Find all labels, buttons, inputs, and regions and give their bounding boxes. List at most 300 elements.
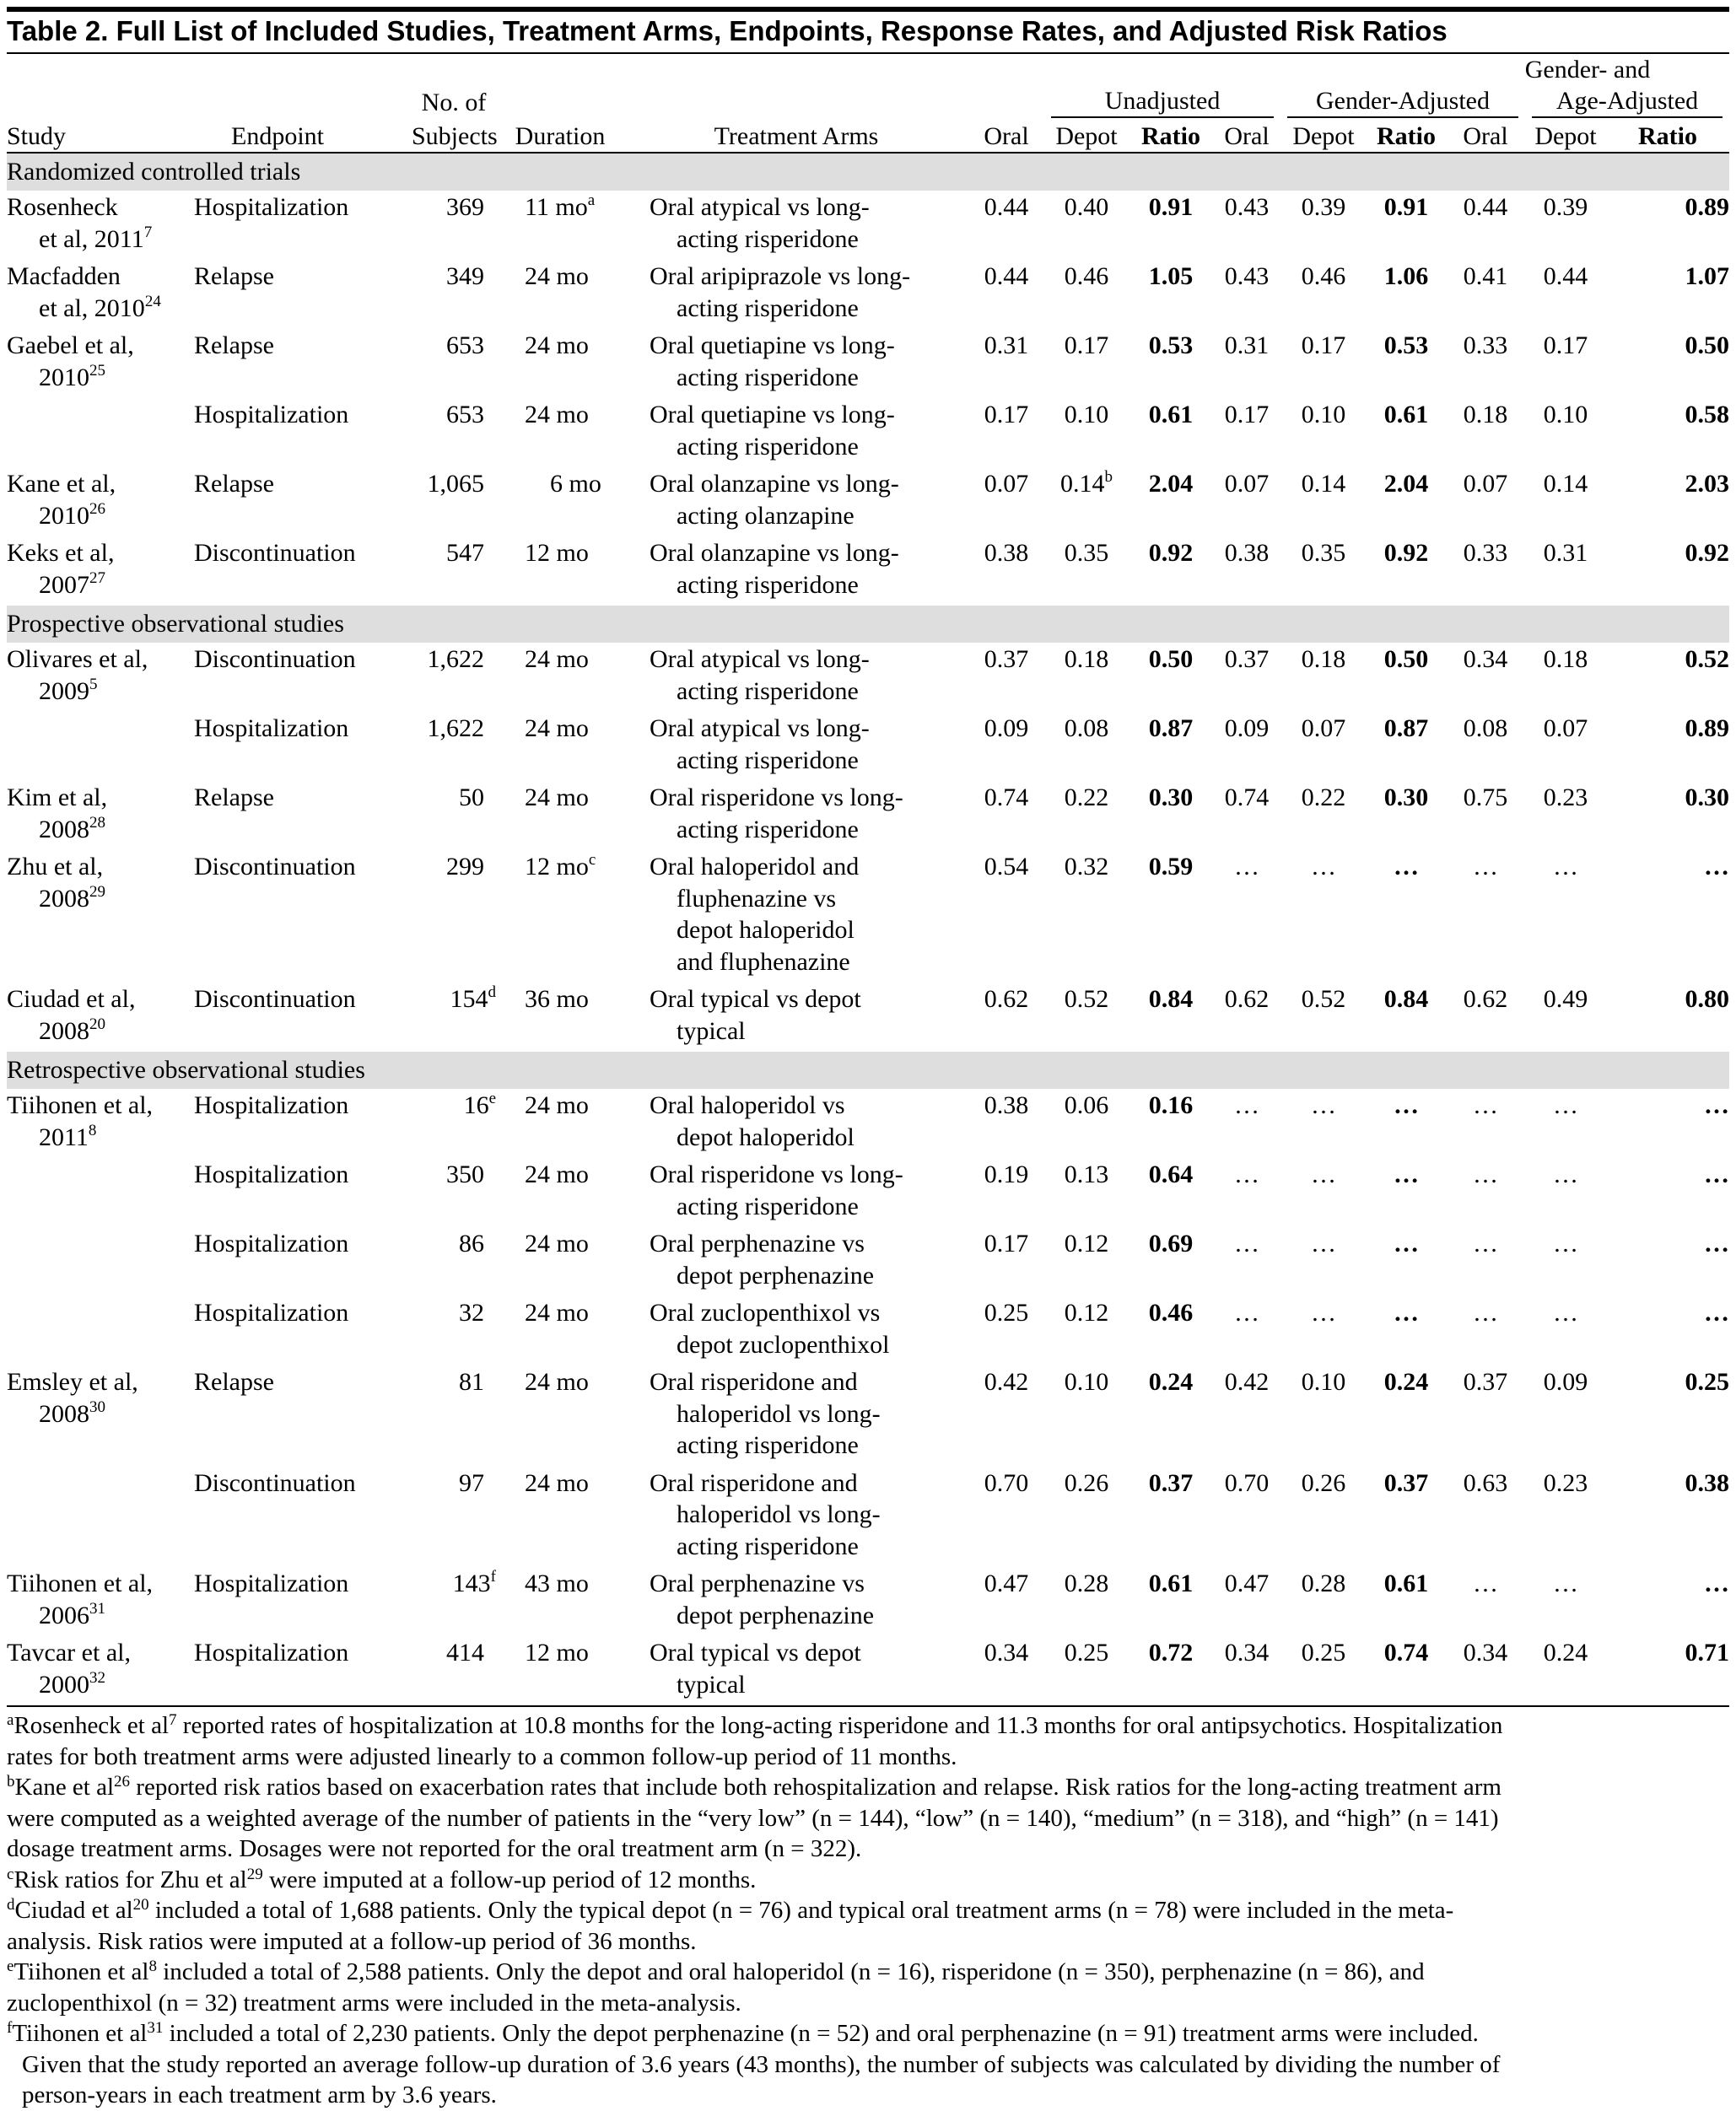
g-depot-cell bbox=[1280, 467, 1367, 536]
duration: 6 mo bbox=[550, 470, 601, 498]
treatment-arm-line: Oral typical vs depot bbox=[650, 1639, 861, 1667]
table-title: Table 2. Full List of Included Studies, Treatment Arms, Endpoints, Response Rates, and Adjusted Risk Ratios bbox=[7, 15, 1448, 46]
section-row bbox=[7, 606, 1729, 643]
header-group-gender-age-adjusted bbox=[1525, 85, 1729, 118]
treatment-arm-line: Oral atypical vs long- bbox=[650, 645, 870, 673]
u-oral-value: 0.74 bbox=[984, 784, 1029, 811]
ga-ratio-value: 0.25 bbox=[1685, 1368, 1729, 1396]
g-oral-cell bbox=[1213, 712, 1280, 781]
g-oral-cell bbox=[1213, 643, 1280, 712]
treatment-arm-line: haloperidol vs long- bbox=[677, 1500, 881, 1528]
subjects: 32 bbox=[459, 1299, 484, 1327]
table-row bbox=[7, 712, 1729, 781]
g-depot-cell bbox=[1280, 1158, 1367, 1227]
footnote-mark: e bbox=[7, 1958, 14, 1975]
treatment-arm-line: depot haloperidol bbox=[677, 1123, 855, 1151]
ga-depot-value: … bbox=[1553, 1570, 1578, 1597]
study-reference: 27 bbox=[89, 568, 105, 587]
treatment-arm-line: Oral risperidone vs long- bbox=[650, 784, 903, 811]
ga-ratio-value: 0.38 bbox=[1685, 1468, 1729, 1497]
g-ratio-value: 0.87 bbox=[1383, 714, 1429, 742]
treatment-arm-line: acting risperidone bbox=[677, 293, 859, 322]
subjects: 299 bbox=[446, 853, 484, 880]
ga-oral-value: 0.08 bbox=[1463, 714, 1508, 742]
u-depot-cell bbox=[1044, 1227, 1129, 1296]
bottom-rule bbox=[7, 1705, 1729, 1706]
study-name: Gaebel et al, bbox=[7, 331, 134, 359]
g-oral-value: 0.74 bbox=[1224, 784, 1270, 811]
ga-oral-value: … bbox=[1473, 853, 1498, 880]
ga-ratio-cell bbox=[1606, 1089, 1729, 1158]
header-treatment-arms: Treatment Arms bbox=[714, 121, 879, 150]
g-oral-cell bbox=[1213, 191, 1280, 260]
g-depot-cell bbox=[1280, 1296, 1367, 1365]
ga-ratio-cell bbox=[1606, 260, 1729, 329]
ga-ratio-value: 0.89 bbox=[1685, 714, 1729, 742]
u-oral-cell bbox=[968, 191, 1044, 260]
u-oral-value: 0.47 bbox=[984, 1570, 1029, 1597]
treatment-arm-line: Oral olanzapine vs long- bbox=[650, 539, 899, 567]
ga-depot-value: 0.49 bbox=[1543, 985, 1588, 1013]
endpoint-cell bbox=[194, 191, 412, 260]
duration: 24 mo bbox=[525, 784, 589, 811]
subjects: 97 bbox=[459, 1468, 484, 1497]
u-depot-value: 0.10 bbox=[1064, 401, 1109, 428]
u-depot-cell bbox=[1044, 1365, 1129, 1467]
u-ratio-cell bbox=[1129, 398, 1213, 467]
u-oral-cell bbox=[968, 712, 1044, 781]
ga-depot-cell bbox=[1525, 191, 1606, 260]
duration-cell bbox=[496, 643, 624, 712]
treatment-arms-cell bbox=[624, 329, 968, 398]
duration-cell bbox=[496, 983, 624, 1052]
endpoint-cell bbox=[194, 781, 412, 850]
header-g-depot: Depot bbox=[1292, 121, 1355, 150]
g-depot-cell bbox=[1280, 712, 1367, 781]
ga-ratio-value: 0.71 bbox=[1685, 1639, 1729, 1667]
duration: 24 mo bbox=[525, 1161, 589, 1188]
footnote-reference: 7 bbox=[169, 1711, 177, 1729]
study-year-line bbox=[7, 1015, 194, 1047]
u-ratio-value: 0.69 bbox=[1148, 1230, 1194, 1257]
g-ratio-value: 1.06 bbox=[1383, 262, 1429, 290]
footnote-mark: f bbox=[7, 2019, 13, 2037]
study-year-line bbox=[7, 223, 194, 256]
u-oral-value: 0.54 bbox=[984, 853, 1029, 880]
subjects-cell bbox=[412, 1158, 496, 1227]
duration-cell bbox=[496, 260, 624, 329]
u-oral-value: 0.62 bbox=[984, 985, 1029, 1013]
u-depot-cell bbox=[1044, 643, 1129, 712]
duration: 24 mo bbox=[525, 1368, 589, 1396]
g-ratio-cell bbox=[1367, 1089, 1446, 1158]
study-reference: 5 bbox=[89, 675, 98, 693]
endpoint: Discontinuation bbox=[194, 645, 356, 673]
g-ratio-value: … bbox=[1394, 1091, 1419, 1119]
g-ratio-cell bbox=[1367, 1365, 1446, 1467]
duration-cell bbox=[496, 1467, 624, 1568]
ga-ratio-value: 0.92 bbox=[1685, 539, 1729, 567]
ga-ratio-value: … bbox=[1704, 1570, 1729, 1597]
treatment-arm-line: acting risperidone bbox=[677, 1532, 859, 1560]
duration: 43 mo bbox=[525, 1570, 589, 1597]
treatment-arm-line: Oral atypical vs long- bbox=[650, 193, 870, 221]
treatment-arms-cell bbox=[624, 712, 968, 781]
study-reference: 32 bbox=[89, 1668, 105, 1687]
g-ratio-cell bbox=[1367, 1227, 1446, 1296]
subjects: 369 bbox=[446, 193, 484, 221]
treatment-arm-line: depot haloperidol bbox=[677, 916, 855, 944]
ga-oral-cell bbox=[1446, 983, 1525, 1052]
duration-cell bbox=[496, 712, 624, 781]
duration: 24 mo bbox=[525, 1230, 589, 1257]
u-oral-cell bbox=[968, 260, 1044, 329]
duration-cell bbox=[496, 398, 624, 467]
u-ratio-cell bbox=[1129, 1365, 1213, 1467]
subjects-cell bbox=[412, 781, 496, 850]
study-reference: 30 bbox=[89, 1397, 105, 1416]
ga-oral-cell bbox=[1446, 1227, 1525, 1296]
footnote-line: rates for both treatment arms were adjusted linearly to a common follow-up period of 11 months. bbox=[7, 1742, 957, 1770]
g-depot-value: … bbox=[1311, 1230, 1336, 1257]
u-depot-value: 0.17 bbox=[1064, 331, 1109, 359]
studies-table bbox=[7, 54, 1729, 1707]
study-year: 2011 bbox=[39, 1123, 89, 1151]
ga-ratio-value: … bbox=[1704, 1161, 1729, 1188]
u-oral-cell bbox=[968, 536, 1044, 606]
u-ratio-value: 0.87 bbox=[1148, 714, 1194, 742]
u-ratio-cell bbox=[1129, 712, 1213, 781]
study-year-line bbox=[7, 293, 194, 325]
study-year-line bbox=[7, 676, 194, 708]
u-ratio-cell bbox=[1129, 1636, 1213, 1705]
study-name: Macfadden bbox=[7, 262, 121, 290]
g-ratio-value: 0.84 bbox=[1383, 985, 1429, 1013]
treatment-arms-cell bbox=[624, 1567, 968, 1636]
ga-ratio-cell bbox=[1606, 712, 1729, 781]
g-depot-cell bbox=[1280, 781, 1367, 850]
u-ratio-cell bbox=[1129, 1227, 1213, 1296]
table-row bbox=[7, 260, 1729, 329]
duration-cell bbox=[496, 1636, 624, 1705]
endpoint: Hospitalization bbox=[194, 1570, 349, 1597]
footnote-line: included a total of 2,588 patients. Only the depot and oral haloperidol (n = 16), risperidone (n = 350), perphenazine (n = 86), and bbox=[156, 1958, 1425, 1985]
g-ratio-value: 0.92 bbox=[1383, 539, 1429, 567]
ga-ratio-cell bbox=[1606, 1296, 1729, 1365]
ga-ratio-value: 0.80 bbox=[1685, 985, 1729, 1013]
section-row bbox=[7, 1052, 1729, 1089]
study-year: 2010 bbox=[39, 363, 89, 391]
subjects-cell bbox=[412, 398, 496, 467]
g-oral-value: … bbox=[1234, 1299, 1259, 1327]
duration: 24 mo bbox=[525, 1299, 589, 1327]
u-oral-cell bbox=[968, 329, 1044, 398]
ga-oral-value: … bbox=[1473, 1299, 1498, 1327]
footnote-line: reported risk ratios based on exacerbation rates that include both rehospitalization and relapse. Risk ratios for the long-acting treatment arm bbox=[130, 1774, 1501, 1801]
g-oral-value: 0.42 bbox=[1224, 1368, 1270, 1396]
g-ratio-cell bbox=[1367, 983, 1446, 1052]
header-subjects-line2: Subjects bbox=[412, 121, 498, 150]
footnote-mark: b bbox=[7, 1773, 15, 1791]
u-oral-value: 0.38 bbox=[984, 1091, 1029, 1119]
u-ratio-value: 0.72 bbox=[1148, 1639, 1194, 1667]
u-ratio-value: 0.92 bbox=[1148, 539, 1194, 567]
header-subjects-line1: No. of bbox=[421, 88, 487, 116]
endpoint: Hospitalization bbox=[194, 193, 349, 221]
g-oral-cell bbox=[1213, 467, 1280, 536]
ga-depot-cell bbox=[1525, 1296, 1606, 1365]
footnote-lead: Rosenheck et al bbox=[13, 1712, 170, 1739]
study-name: Ciudad et al, bbox=[7, 985, 136, 1013]
duration: 24 mo bbox=[525, 401, 589, 428]
u-depot-cell bbox=[1044, 781, 1129, 850]
treatment-arms-cell bbox=[624, 781, 968, 850]
subjects-cell bbox=[412, 329, 496, 398]
study-reference: 7 bbox=[143, 223, 153, 241]
u-ratio-value: 0.91 bbox=[1148, 193, 1194, 221]
ga-depot-value: … bbox=[1553, 1161, 1578, 1188]
footnote-reference: 20 bbox=[132, 1896, 149, 1914]
endpoint: Hospitalization bbox=[194, 401, 349, 428]
ga-oral-value: 0.07 bbox=[1463, 470, 1508, 498]
ga-depot-value: 0.18 bbox=[1543, 645, 1588, 673]
u-oral-cell bbox=[968, 1158, 1044, 1227]
g-ratio-value: 0.74 bbox=[1383, 1639, 1429, 1667]
treatment-arm-line: acting risperidone bbox=[677, 676, 859, 705]
g-depot-value: … bbox=[1311, 853, 1336, 880]
ga-ratio-value: … bbox=[1704, 1230, 1729, 1257]
g-depot-value: 0.26 bbox=[1301, 1468, 1346, 1497]
treatment-arm-line: Oral perphenazine vs bbox=[650, 1230, 865, 1257]
u-ratio-value: 0.59 bbox=[1148, 853, 1194, 880]
g-depot-value: 0.39 bbox=[1301, 193, 1346, 221]
subjects: 1,622 bbox=[427, 714, 484, 742]
u-oral-value: 0.44 bbox=[984, 193, 1029, 221]
study-cell bbox=[7, 850, 194, 983]
u-ratio-value: 0.84 bbox=[1148, 985, 1194, 1013]
footnote-mark: c bbox=[7, 1865, 14, 1883]
treatment-arm-line: acting risperidone bbox=[677, 570, 859, 599]
endpoint-cell bbox=[194, 1089, 412, 1158]
u-ratio-cell bbox=[1129, 850, 1213, 983]
g-oral-cell bbox=[1213, 1089, 1280, 1158]
header-g-oral: Oral bbox=[1224, 121, 1270, 150]
u-ratio-value: 0.61 bbox=[1148, 401, 1194, 428]
treatment-arms-cell bbox=[624, 850, 968, 983]
ga-depot-value: … bbox=[1553, 853, 1578, 880]
footnote-mark: d bbox=[7, 1896, 15, 1914]
u-ratio-value: 0.24 bbox=[1148, 1368, 1194, 1396]
subjects: 50 bbox=[459, 784, 484, 811]
g-oral-value: 0.37 bbox=[1224, 645, 1270, 673]
u-ratio-value: 0.50 bbox=[1148, 645, 1194, 673]
endpoint-cell bbox=[194, 260, 412, 329]
subjects-cell bbox=[412, 467, 496, 536]
treatment-arms-cell bbox=[624, 1296, 968, 1365]
u-ratio-cell bbox=[1129, 643, 1213, 712]
ga-oral-cell bbox=[1446, 260, 1525, 329]
study-year: 2010 bbox=[39, 501, 89, 530]
study-cell bbox=[7, 1296, 194, 1365]
g-oral-value: 0.43 bbox=[1224, 262, 1270, 290]
g-oral-cell bbox=[1213, 329, 1280, 398]
subjects: 1,065 bbox=[427, 470, 484, 498]
subjects-cell bbox=[412, 536, 496, 606]
ga-ratio-value: 0.89 bbox=[1685, 193, 1729, 221]
u-ratio-value: 0.53 bbox=[1148, 331, 1194, 359]
study-year: 2007 bbox=[39, 570, 89, 599]
g-ratio-value: 0.91 bbox=[1383, 193, 1429, 221]
g-oral-value: 0.47 bbox=[1224, 1570, 1270, 1597]
u-oral-cell bbox=[968, 1227, 1044, 1296]
g-oral-cell bbox=[1213, 260, 1280, 329]
endpoint-cell bbox=[194, 1296, 412, 1365]
ga-ratio-value: … bbox=[1704, 1091, 1729, 1119]
g-ratio-value: … bbox=[1394, 853, 1419, 880]
u-depot-cell bbox=[1044, 467, 1129, 536]
g-oral-value: 0.17 bbox=[1224, 401, 1270, 428]
g-ratio-cell bbox=[1367, 191, 1446, 260]
ga-depot-value: 0.10 bbox=[1543, 401, 1588, 428]
g-ratio-value: … bbox=[1394, 1230, 1419, 1257]
endpoint: Hospitalization bbox=[194, 1299, 349, 1327]
duration: 24 mo bbox=[525, 1468, 589, 1497]
endpoint: Relapse bbox=[194, 1368, 274, 1396]
study-cell bbox=[7, 398, 194, 467]
u-depot-cell bbox=[1044, 191, 1129, 260]
endpoint: Hospitalization bbox=[194, 714, 349, 742]
treatment-arm-line: Oral aripiprazole vs long- bbox=[650, 262, 911, 290]
ga-oral-cell bbox=[1446, 398, 1525, 467]
g-oral-cell bbox=[1213, 1158, 1280, 1227]
duration: 12 mo bbox=[525, 539, 589, 567]
study-reference: 26 bbox=[89, 499, 105, 518]
u-oral-cell bbox=[968, 850, 1044, 983]
header-group-gender-adjusted bbox=[1280, 85, 1525, 118]
ga-depot-cell bbox=[1525, 260, 1606, 329]
study-cell bbox=[7, 643, 194, 712]
footnote-line: dosage treatment arms. Dosages were not reported for the oral treatment arm (n = 322). bbox=[7, 1835, 862, 1862]
u-depot-cell bbox=[1044, 1296, 1129, 1365]
g-depot-value: 0.07 bbox=[1301, 714, 1346, 742]
u-depot-cell bbox=[1044, 983, 1129, 1052]
treatment-arm-line: acting risperidone bbox=[677, 1431, 859, 1459]
duration: 24 mo bbox=[525, 331, 589, 359]
header-g-ratio: Ratio bbox=[1377, 121, 1436, 150]
header-group-gender-adjusted-label: Gender-Adjusted bbox=[1287, 85, 1518, 118]
header-duration: Duration bbox=[515, 121, 606, 150]
study-cell bbox=[7, 191, 194, 260]
footnote-line: analysis. Risk ratios were imputed at a follow-up period of 36 months. bbox=[7, 1927, 697, 1955]
ga-depot-value: 0.31 bbox=[1543, 539, 1588, 567]
footnote-lead: Ciudad et al bbox=[14, 1897, 133, 1924]
treatment-arms-cell bbox=[624, 536, 968, 606]
subjects: 154 bbox=[450, 985, 488, 1013]
study-name: Zhu et al, bbox=[7, 853, 104, 880]
ga-oral-cell bbox=[1446, 1567, 1525, 1636]
u-ratio-cell bbox=[1129, 1089, 1213, 1158]
table-row bbox=[7, 1158, 1729, 1227]
subjects: 653 bbox=[446, 331, 484, 359]
g-depot-value: 0.22 bbox=[1301, 784, 1346, 811]
header-ga-ratio: Ratio bbox=[1638, 121, 1697, 150]
g-ratio-cell bbox=[1367, 398, 1446, 467]
treatment-arms-cell bbox=[624, 1089, 968, 1158]
g-oral-cell bbox=[1213, 1227, 1280, 1296]
g-ratio-cell bbox=[1367, 1158, 1446, 1227]
ga-oral-cell bbox=[1446, 781, 1525, 850]
treatment-arm-line: acting risperidone bbox=[677, 1192, 859, 1220]
g-ratio-value: 0.61 bbox=[1383, 1570, 1429, 1597]
endpoint: Hospitalization bbox=[194, 1639, 349, 1667]
u-depot-cell bbox=[1044, 1636, 1129, 1705]
ga-depot-value: 0.14 bbox=[1543, 470, 1588, 498]
ga-depot-cell bbox=[1525, 398, 1606, 467]
treatment-arm-line: typical bbox=[677, 1670, 746, 1699]
u-ratio-cell bbox=[1129, 1158, 1213, 1227]
ga-ratio-cell bbox=[1606, 536, 1729, 606]
u-depot-value: 0.13 bbox=[1064, 1161, 1109, 1188]
duration: 12 mo bbox=[525, 1639, 589, 1667]
ga-ratio-cell bbox=[1606, 643, 1729, 712]
ga-ratio-cell bbox=[1606, 1365, 1729, 1467]
u-oral-cell bbox=[968, 398, 1044, 467]
footnote bbox=[7, 1772, 1729, 1865]
g-ratio-value: 0.53 bbox=[1383, 331, 1429, 359]
table-row bbox=[7, 1296, 1729, 1365]
u-ratio-cell bbox=[1129, 983, 1213, 1052]
g-depot-value: … bbox=[1311, 1299, 1336, 1327]
ga-depot-cell bbox=[1525, 850, 1606, 983]
treatment-arms-cell bbox=[624, 398, 968, 467]
subjects-cell bbox=[412, 712, 496, 781]
duration: 24 mo bbox=[525, 1091, 589, 1119]
ga-ratio-cell bbox=[1606, 1467, 1729, 1568]
treatment-arm-line: Oral quetiapine vs long- bbox=[650, 401, 895, 428]
ga-ratio-cell bbox=[1606, 329, 1729, 398]
g-depot-cell bbox=[1280, 191, 1367, 260]
ga-oral-cell bbox=[1446, 850, 1525, 983]
table-row bbox=[7, 191, 1729, 260]
g-oral-value: 0.62 bbox=[1224, 985, 1270, 1013]
g-depot-cell bbox=[1280, 398, 1367, 467]
duration-footnote-mark: a bbox=[587, 191, 596, 209]
study-cell bbox=[7, 1567, 194, 1636]
subjects: 349 bbox=[446, 262, 484, 290]
subjects: 86 bbox=[459, 1230, 484, 1257]
endpoint-cell bbox=[194, 712, 412, 781]
treatment-arm-line: depot perphenazine bbox=[677, 1261, 875, 1290]
study-year: 2008 bbox=[39, 1399, 89, 1428]
table-page bbox=[7, 7, 1729, 2111]
subjects-cell bbox=[412, 983, 496, 1052]
study-year: 2009 bbox=[39, 676, 89, 705]
study-year: et al, 2011 bbox=[39, 224, 144, 253]
g-oral-value: … bbox=[1234, 1230, 1259, 1257]
g-depot-cell bbox=[1280, 643, 1367, 712]
table-header bbox=[7, 54, 1729, 153]
ga-ratio-cell bbox=[1606, 1158, 1729, 1227]
u-oral-value: 0.44 bbox=[984, 262, 1029, 290]
study-year-line bbox=[7, 1669, 194, 1701]
duration: 24 mo bbox=[525, 714, 589, 742]
study-reference: 20 bbox=[89, 1015, 105, 1033]
g-depot-cell bbox=[1280, 1365, 1367, 1467]
study-year-line bbox=[7, 362, 194, 394]
footnote-line: were computed as a weighted average of the number of patients in the “very low” (n = 144), “low” (n = 140), “medium” (n = 318), and “high” (n = 141) bbox=[7, 1804, 1499, 1832]
treatment-arm-line: and fluphenazine bbox=[677, 947, 850, 976]
study-cell bbox=[7, 781, 194, 850]
